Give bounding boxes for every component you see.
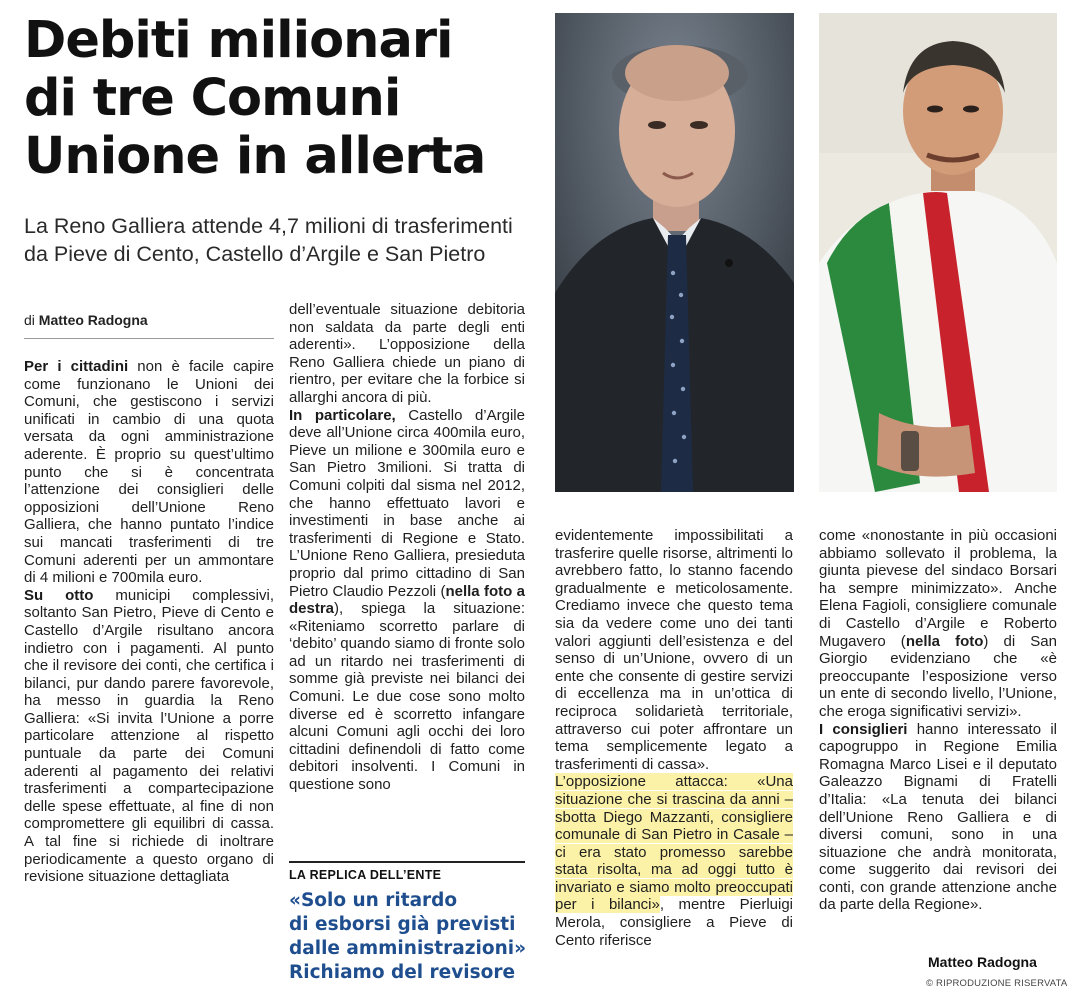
portrait-mayor-with-sash: [819, 13, 1057, 492]
paragraph-text: come «nonostante in più occasioni abbiamo sollevato il problema, la giunta pievese del sindaco Borsari ha sempre minimizzato». Anche Elena Fagioli, consigliere comunale di Castello d’Argile e Roberto Mugavero (: [819, 527, 1057, 650]
paragraph-lead: I consiglieri: [819, 720, 908, 738]
paragraph-text: non è facile capire come funzionano le Unioni dei Comuni, che gestiscono i servizi unificati in cambio di una quota versata da ogni amministrazione aderente. È proprio su quest’ultimo punto che si è concentrata l’attenzione dei consiglieri delle opposizioni dell’Unione Reno Galliera, che hanno puntato l’indice sui mancati trasferimenti di tre Comuni aderenti per un ammontare di 4 milioni e 700mila euro.: [24, 358, 274, 587]
photo-roberto-mugavero: [819, 13, 1057, 492]
sidebar-title: [289, 889, 529, 985]
headline-line-3: Unione in allerta: [24, 127, 486, 186]
sidebar-title-line: Richiamo del revisore: [289, 962, 516, 983]
paragraph-lead: In particolare,: [289, 406, 396, 424]
subtitle-line-1: La Reno Galliera attende 4,7 milioni di trasferimenti: [24, 214, 513, 238]
byline-divider: [24, 338, 274, 339]
sidebar-title-line: dalle amministrazioni»: [289, 938, 527, 959]
subtitle: [24, 212, 544, 268]
headline-line-2: di tre Comuni: [24, 69, 401, 128]
paragraph: [555, 527, 793, 773]
paragraph-text: municipi complessivi, soltanto San Pietro, Pieve di Cento e Castello d’Argile risultano ancora indietro con i pagamenti. Al punto che il revisore dei conti, che certifica i bilanci, pur dando parere favorevole, ha messo in guardia la Reno Galliera: «Si invita l’Unione a porre particolare attenzione al rispetto puntuale da parte dei Comuni aderenti al pagamento dei relativi trasferimenti a compartecipazione delle spese effettuate, al fine di non compromettere gli equilibri di cassa. A tal fine si richiede di inoltrare periodicamente a questo organo di revisione situazione dettagliata: [24, 586, 274, 886]
paragraph-lead: Su otto: [24, 586, 94, 604]
sidebar-title-line: «Solo un ritardo: [289, 890, 458, 911]
signature: Matteo Radogna: [928, 954, 1037, 970]
paragraph: [289, 407, 525, 794]
photo-reference: nella foto a destra: [289, 582, 525, 618]
paragraph-text: hanno interessato il capogruppo in Regione Emilia Romagna Marco Lisei e il deputato Galeazzo Bignami di Fratelli d’Italia: «La tenuta dei bilanci dell’Unione Reno Galliera e di diversi comuni, sono in una situazione che andrà monitorata, come suggerito dai revisori dei conti, con grande attenzione anche da parte della Regione».: [819, 720, 1057, 914]
paragraph-text: Castello d’Argile deve all’Unione circa 400mila euro, Pieve un milione e 300mila euro e San Pietro 3milioni. Si tratta di Comuni colpiti dal sisma nel 2012, che hanno effettuato lavori e investimenti in base anche ai trasferimenti di Regione e Stato. L’Unione Reno Galliera, presieduta proprio dal primo cittadino di San Pietro Claudio Pezzoli (: [289, 406, 525, 600]
photo-reference: nella foto: [905, 632, 984, 650]
byline-prefix: di: [24, 312, 35, 328]
paragraph-text: evidentemente impossibilitati a trasferire quelle risorse, altrimenti lo avrebbero fatto, lo stanno facendo gradualmente e meticolosamente. Crediamo invece che questo tema sia da vedere come uno dei tanti valori aggiunti dell’esistenza e del senso di un’Unione, ovvero di un ente che consente di gestire servizi di eccellenza ma in un’ottica di reciproca solidarietà territoriale, attraverso cui poter affrontare un tema semplicemente legato a trasferimenti di cassa».: [555, 527, 793, 773]
paragraph-lead: Per i cittadini: [24, 358, 129, 375]
paragraph-text: , mentre Pierluigi Merola, consigliere a Pieve di Cento riferisce: [555, 896, 794, 949]
highlighted-quote: L’opposizione attacca: «Una situazione che si trascina da anni – sbotta Diego Mazzanti, consigliere comunale di San Pietro in Casale – ci era stato promesso sarebbe stata risolta, ma ad oggi tutto è invariato e siamo molto preoccupati per i bilanci»: [555, 773, 793, 914]
headline-line-1: Debiti milionari: [24, 11, 453, 70]
paragraph-text: ) di San Giorgio evidenziano che «è preoccupante l’esposizione verso un ente di secondo livello, l’Unione, che eroga significativi servizi».: [819, 632, 1057, 720]
article-column-3: [555, 527, 793, 949]
paragraph-text: ), spiega la situazione: «Riteniamo scorretto parlare di ‘debito’ quando siamo di fronte solo ad un ritardo nei trasferimenti di somme già previste nei bilanci dei Comuni. Le due cose sono molto diverse ed è scorretto infangare alcuni Comuni agli occhi dei loro cittadini definendoli di fatto come debitori insolventi. I Comuni in questione sono: [289, 600, 525, 794]
headline: [24, 12, 544, 186]
paragraph: [819, 721, 1057, 915]
photo-claudio-pezzoli: [555, 13, 794, 492]
paragraph-text: dell’eventuale situazione debitoria non saldata da parte degli enti aderenti». L’opposizione della Reno Galliera chiede un piano di rientro, per evitare che la forbice si allarghi ancora di più.: [289, 301, 525, 406]
sidebar-kicker: LA REPLICA DELL’ENTE: [289, 868, 442, 882]
subtitle-line-2: da Pieve di Cento, Castello d’Argile e San Pietro: [24, 242, 486, 266]
article-column-4: [819, 527, 1057, 914]
paragraph: [819, 527, 1057, 721]
sidebar-divider: [289, 861, 525, 863]
paragraph: [24, 587, 274, 886]
portrait-man-in-suit: [555, 13, 794, 492]
article-column-1: [24, 358, 274, 886]
copyright-notice: © RIPRODUZIONE RISERVATA: [926, 978, 1068, 989]
paragraph: [289, 301, 525, 407]
article-column-2: [289, 301, 525, 794]
paragraph: [24, 358, 274, 587]
paragraph: [555, 773, 793, 949]
byline: [24, 312, 148, 328]
author-name: Matteo Radogna: [38, 312, 148, 328]
sidebar-title-line: di esborsi già previsti: [289, 914, 516, 935]
